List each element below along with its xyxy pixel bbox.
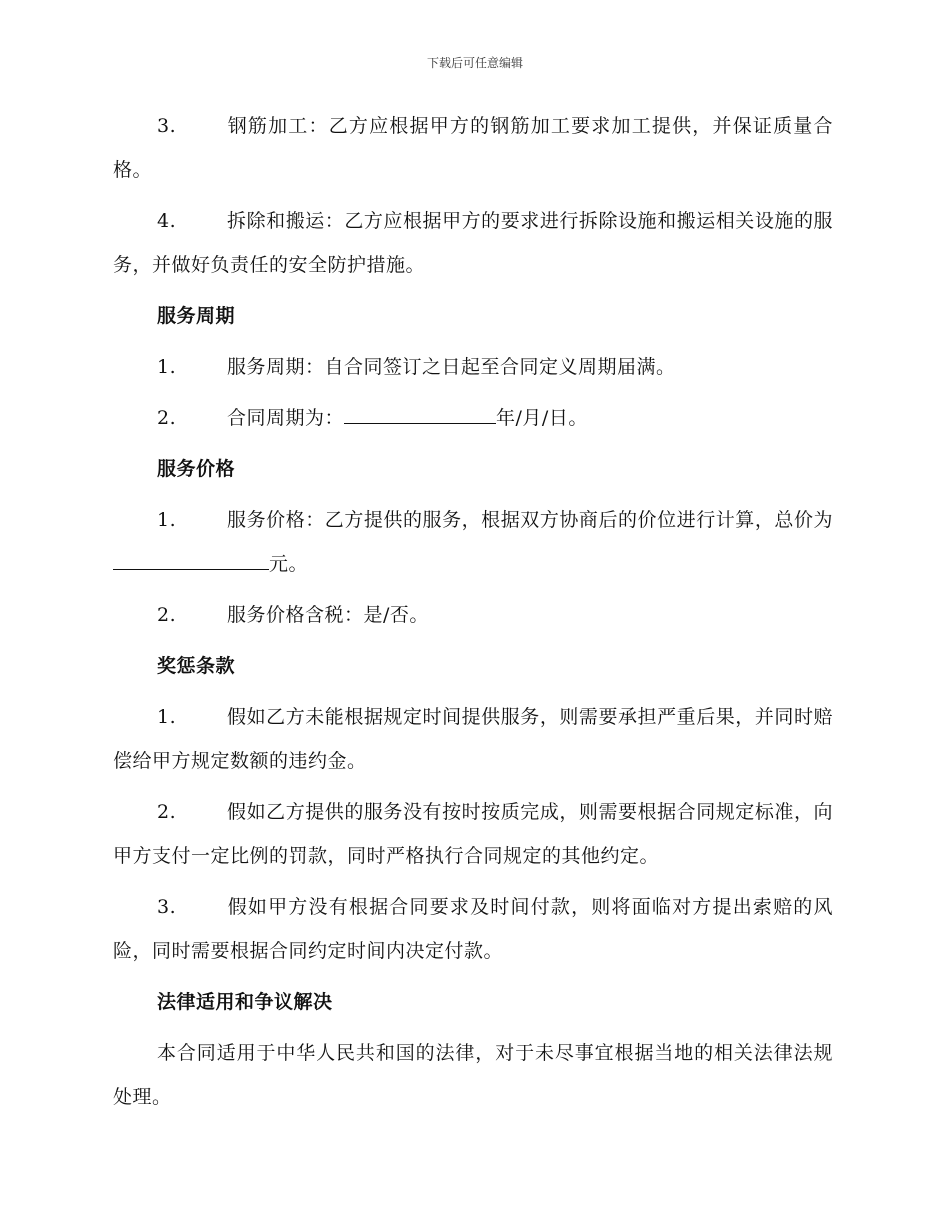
clause-number: 1. — [157, 706, 177, 728]
section-heading-law-disputes: 法律适用和争议解决 — [157, 991, 333, 1013]
section-heading-service-price: 服务价格 — [157, 458, 236, 480]
clause-text: 服务价格：乙方提供的服务，根据双方协商后的价位进行计算，总价为 — [227, 509, 833, 531]
clause-service-period — [113, 345, 833, 389]
clause-number: 2. — [157, 604, 177, 626]
clause-demolition-transport — [113, 199, 833, 287]
clause-penalty-quality — [113, 790, 833, 878]
clause-rebar-processing — [113, 104, 833, 192]
clause-penalty-late-payment — [113, 885, 833, 973]
clause-text: 假如乙方未能根据规定时间提供服务，则需要承担严重后果，并同时赔偿给甲方规定数额的违约金。 — [113, 706, 833, 772]
clause-service-price — [113, 498, 833, 586]
clause-text: 假如甲方没有根据合同要求及时间付款，则将面临对方提出索赔的风险，同时需要根据合同约定时间内决定付款。 — [113, 896, 833, 962]
clause-number: 1. — [157, 509, 177, 531]
contract-period-blank — [344, 401, 496, 424]
page-header: 下载后可任意编辑 — [426, 56, 523, 70]
total-price-blank — [113, 547, 269, 570]
clause-text: 拆除和搬运：乙方应根据甲方的要求进行拆除设施和搬运相关设施的服务，并做好负责任的安全防护措施。 — [113, 210, 833, 276]
clause-text: 服务价格含税：是/否。 — [227, 604, 429, 626]
clause-text: 假如乙方提供的服务没有按时按质完成，则需要根据合同规定标准，向甲方支付一定比例的罚款，同时严格执行合同规定的其他约定。 — [113, 801, 833, 867]
clause-text: 钢筋加工：乙方应根据甲方的钢筋加工要求加工提供，并保证质量合格。 — [113, 115, 833, 181]
clause-contract-period — [113, 396, 833, 440]
clause-text-suffix: 元。 — [269, 553, 309, 575]
section-heading-penalties: 奖惩条款 — [157, 655, 236, 677]
law-applicability-paragraph: 本合同适用于中华人民共和国的法律，对于未尽事宜根据当地的相关法律法规处理。 — [113, 1042, 833, 1108]
clause-text-suffix: 年/月/日。 — [496, 407, 588, 429]
clause-number: 2. — [157, 407, 177, 429]
clause-number: 2. — [157, 801, 177, 823]
document-body — [113, 104, 833, 1126]
clause-price-tax — [113, 593, 833, 637]
clause-text: 服务周期：自合同签订之日起至合同定义周期届满。 — [227, 356, 676, 378]
clause-number: 3. — [157, 115, 177, 137]
clause-penalty-late-service — [113, 695, 833, 783]
clause-number: 1. — [157, 356, 177, 378]
clause-number: 4. — [157, 210, 177, 232]
section-heading-service-period: 服务周期 — [157, 305, 236, 327]
clause-text: 合同周期为： — [227, 407, 345, 429]
clause-number: 3. — [157, 896, 177, 918]
